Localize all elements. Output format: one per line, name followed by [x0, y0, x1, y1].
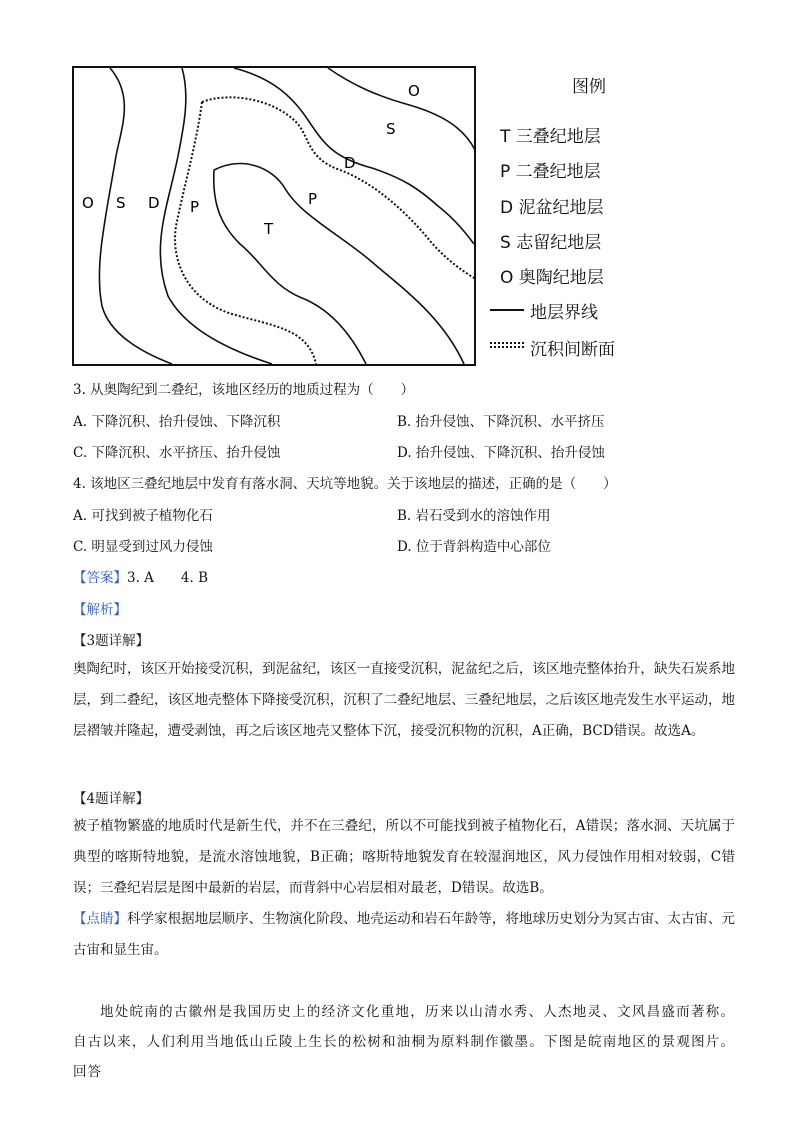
tip-block [73, 904, 735, 966]
legend-code: D [500, 198, 514, 218]
tip-body: 科学家根据地层顺序、生物演化阶段、地壳运动和岩石年龄等，将地球历史划分为冥古宙、太古宙、元古宙和显生宙。 [73, 911, 736, 959]
legend-title: 图例 [572, 77, 606, 97]
q4-option-B: B. 岩石受到水的溶蚀作用 [397, 508, 551, 524]
legend-code: O [500, 268, 514, 288]
legend-name: 奥陶纪地层 [518, 268, 604, 288]
q4-option-C: C. 明显受到过风力侵蚀 [73, 539, 213, 555]
analysis-tag: 【解析】 [73, 602, 127, 618]
map-label-P-left: P [190, 198, 200, 216]
q4-option-D: D. 位于背斜构造中心部位 [397, 539, 551, 555]
detail3-body: 奥陶纪时，该区开始接受沉积，到泥盆纪，该区一直接受沉积，泥盆纪之后，该区地壳整体抬升，缺失石炭系地层，到二叠纪，该区地壳整体下降接受沉积，沉积了二叠纪地层、三叠纪地层，之后该区地壳发生水平运动，地层褶皱并隆起，遭受剥蚀，再之后该区地壳又整体下沉，接受沉积物的沉积，A正确，BCD错误。故选A。 [73, 661, 735, 740]
detail4-body: 被子植物繁盛的地质时代是新生代，并不在三叠纪，所以不可能找到被子植物化石，A错误；落水洞、天坑属于典型的喀斯特地貌，是流水溶蚀地貌，B正确；喀斯特地貌发育在较湿润地区，风力侵蚀作用相对较弱，C错误；三叠纪岩层是图中最新的岩层，而背斜中心岩层相对最老，D错误。故选B。 [73, 818, 735, 897]
map-frame [73, 67, 475, 365]
map-label-D-top: D [344, 154, 356, 172]
geologic-map-svg [72, 66, 476, 366]
map-label-S-left: S [116, 194, 126, 212]
q3-stem: 3. 从奥陶纪到二叠纪，该地区经历的地质过程为（ ） [73, 382, 415, 398]
legend-name: 三叠纪地层 [515, 127, 601, 147]
legend-item-O [500, 263, 604, 288]
q3-option-B: B. 抬升侵蚀、下降沉积、水平挤压 [397, 414, 605, 430]
q3-option-A: A. 下降沉积、抬升侵蚀、下降沉积 [73, 414, 281, 430]
answer-tag: 【答案】 [73, 570, 127, 586]
q4-stem: 4. 该地区三叠纪地层中发育有落水洞、天坑等地貌。关于该地层的描述，正确的是（ ） [73, 476, 617, 492]
tip-tag: 【点睛】 [73, 911, 128, 927]
geologic-map [72, 66, 476, 366]
legend-name: 志留纪地层 [516, 233, 602, 253]
legend-unconformity-label: 沉积间断面 [530, 340, 615, 360]
legend-dotted-line-icon [490, 342, 524, 348]
map-label-D-left: D [148, 194, 160, 212]
legend-boundary-label: 地层界线 [530, 303, 598, 323]
map-label-S-top: S [386, 120, 396, 138]
detail3-tag: 【3题详解】 [73, 633, 150, 649]
map-label-T-center: T [264, 220, 274, 238]
boundary-line-5 [214, 164, 464, 364]
legend-name: 泥盆纪地层 [518, 198, 604, 218]
legend-item-P [500, 157, 601, 182]
legend-item-T [500, 122, 601, 147]
q3-option-D: D. 抬升侵蚀、下降沉积、抬升侵蚀 [397, 445, 605, 461]
legend-code: T [500, 127, 511, 147]
boundary-line-4 [328, 68, 475, 150]
answer-line [73, 566, 208, 586]
q4-option-A: A. 可找到被子植物化石 [73, 508, 213, 524]
map-legend [490, 66, 650, 366]
legend-item-D [500, 193, 604, 218]
passage-text: 地处皖南的古徽州是我国历史上的经济文化重地，历来以山清水秀、人杰地灵、文风昌盛而著称。自古以来，人们利用当地低山丘陵上生长的松树和油桐为原料制作徽墨。下图是皖南地区的景观图片。回答 [73, 1004, 735, 1080]
map-label-O-left: O [82, 194, 94, 212]
unconformity-line [202, 97, 474, 278]
boundary-line-6 [214, 170, 366, 364]
map-label-O-top: O [408, 82, 420, 100]
boundary-line-1 [99, 68, 172, 364]
unconformity-line-2 [175, 102, 316, 364]
legend-code: P [500, 162, 511, 182]
map-label-P-mid: P [308, 190, 318, 208]
q3-option-C: C. 下降沉积、水平挤压、抬升侵蚀 [73, 445, 281, 461]
detail4-tag: 【4题详解】 [73, 791, 150, 807]
legend-code: S [500, 233, 511, 253]
legend-name: 二叠纪地层 [515, 162, 601, 182]
legend-solid-line-icon [490, 309, 524, 311]
legend-item-S [500, 228, 601, 253]
answer-text: 3. A 4. B [127, 570, 209, 586]
